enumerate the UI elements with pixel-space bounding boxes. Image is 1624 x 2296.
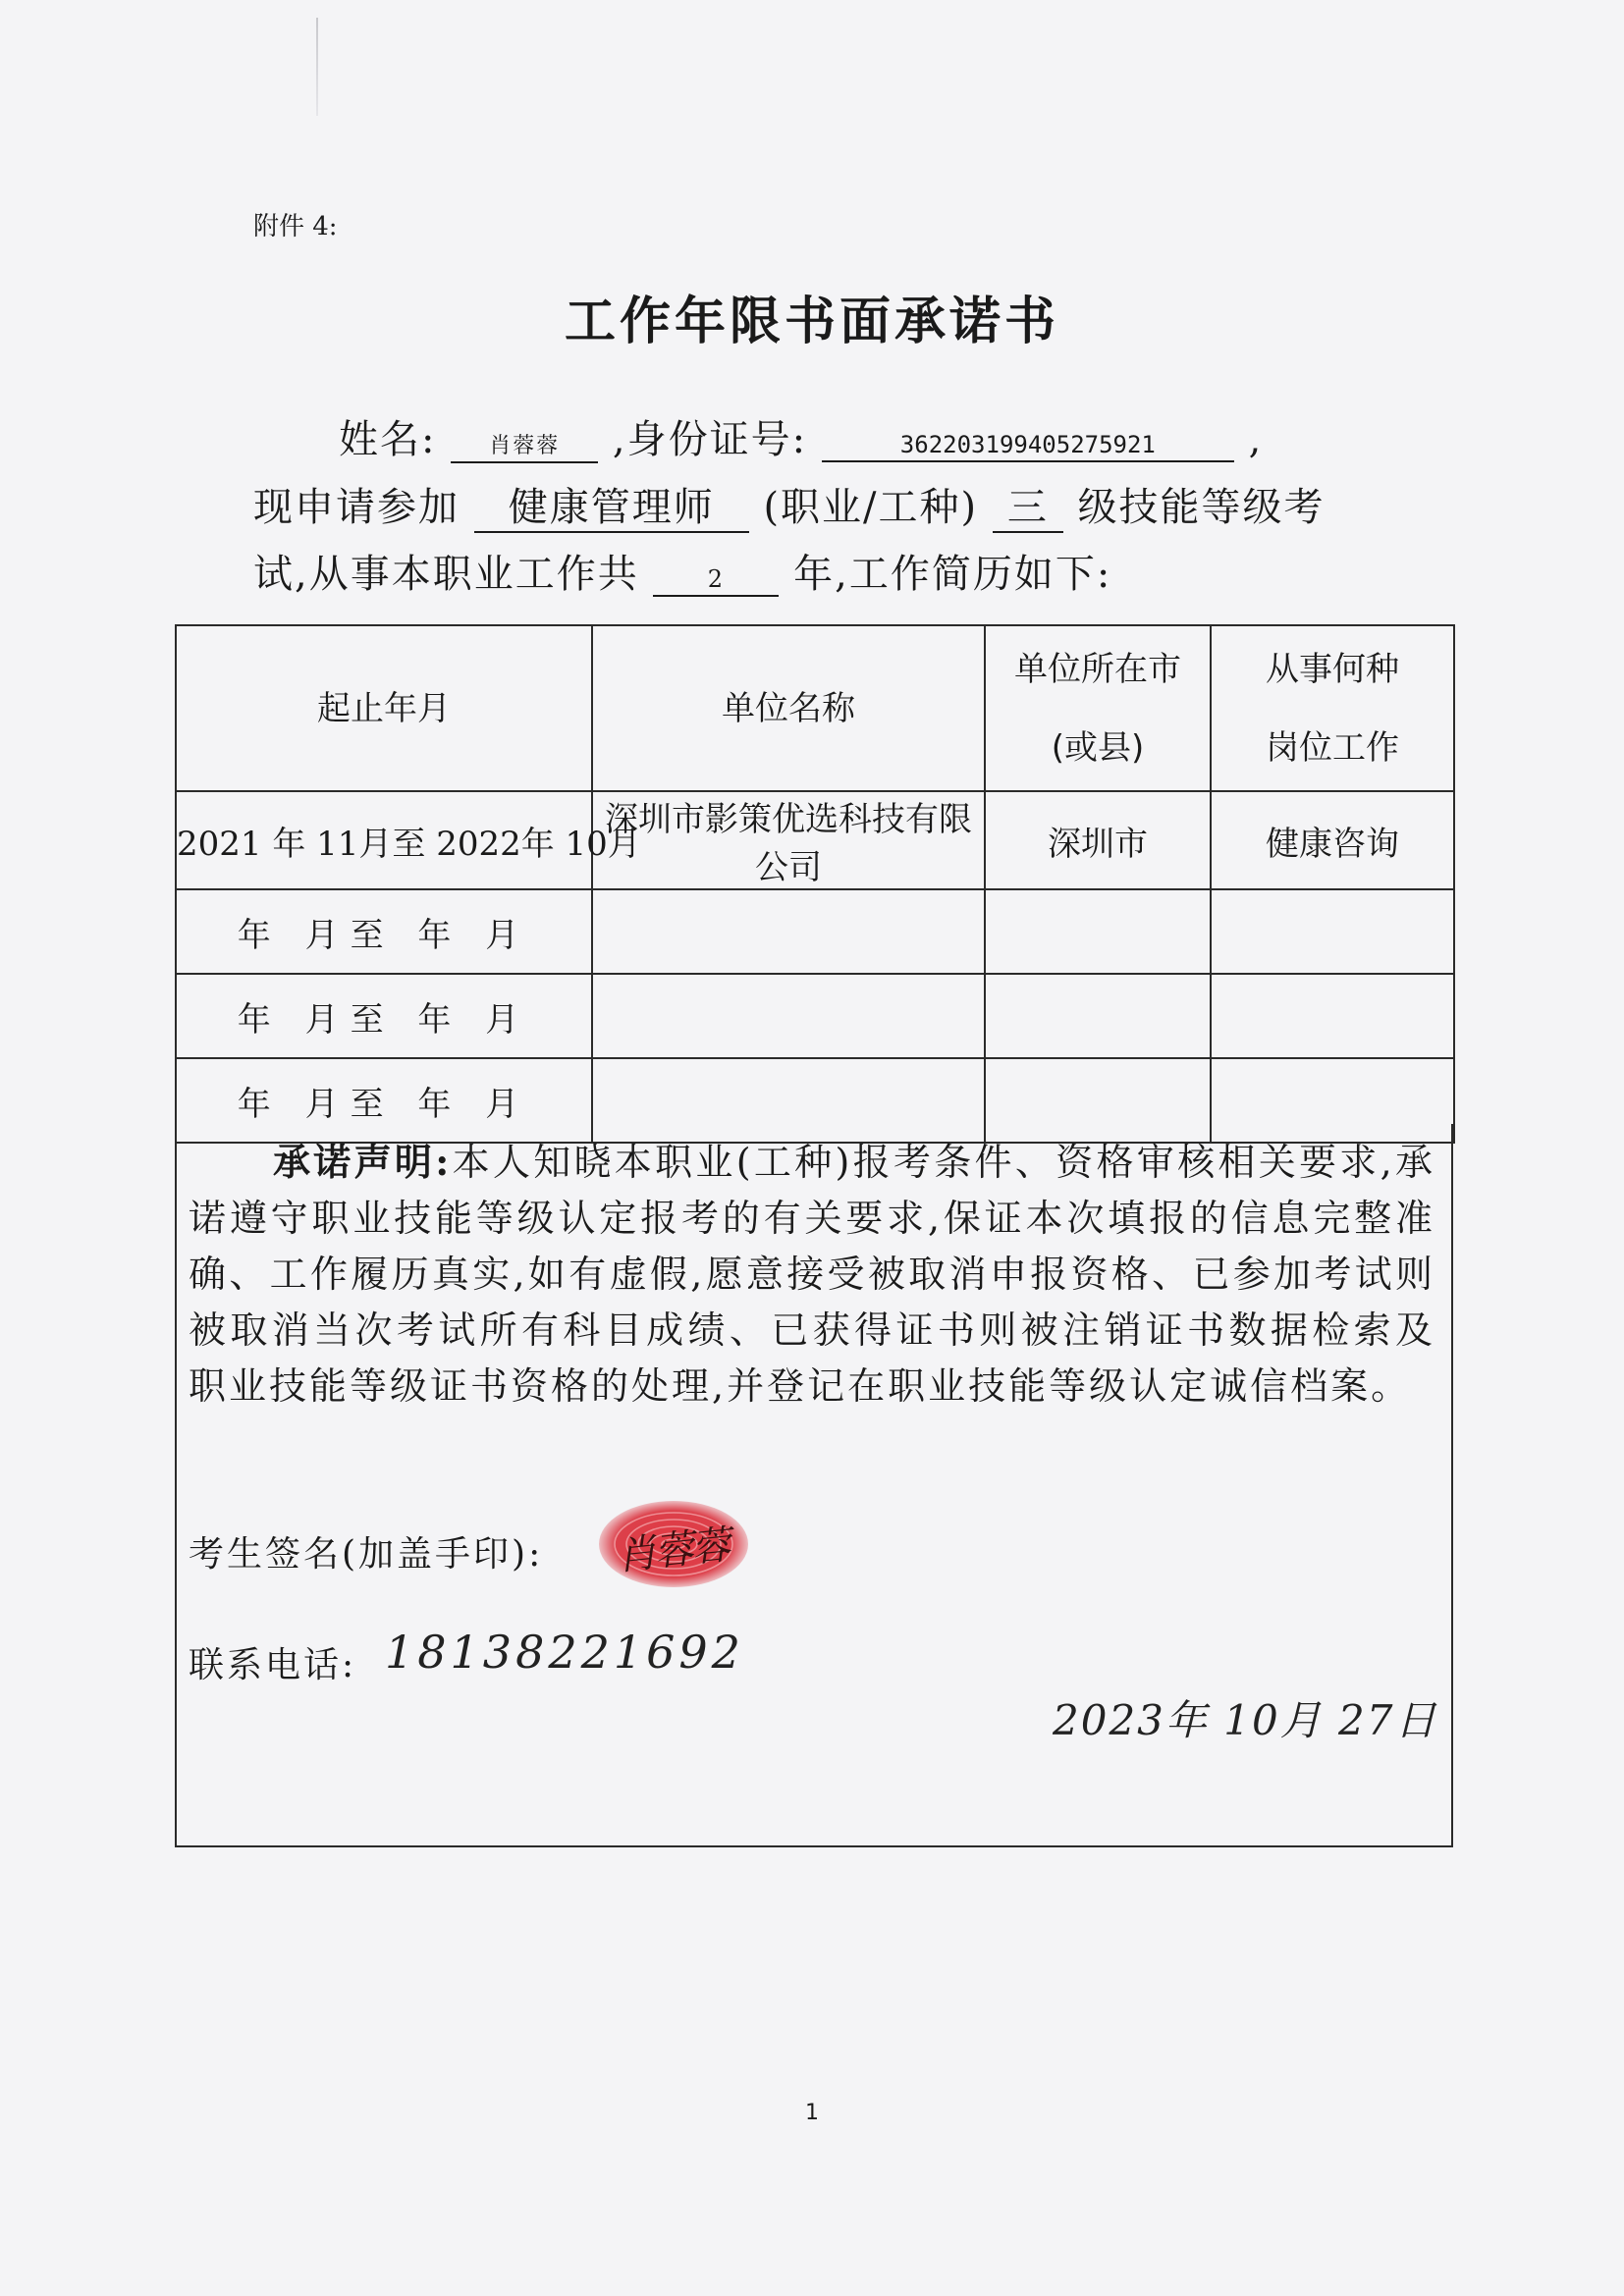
header-position-line2: 岗位工作 [1266,727,1399,768]
years-field[interactable]: 2 [653,567,779,597]
header-period: 起止年月 [176,625,592,791]
row-city[interactable] [985,974,1211,1058]
applicant-line-2 [253,485,1326,533]
row-period[interactable]: 年 月至 年 月 [176,974,592,1058]
header-city-line2: (或县) [1051,727,1145,768]
row-period[interactable]: 2021 年 11月至 2022年 10月 [176,791,592,889]
row-position[interactable]: 健康咨询 [1211,791,1454,889]
header-city-line1: 单位所在市 [1014,649,1181,689]
applicant-line-3 [253,552,1112,597]
scan-artifact [316,18,318,116]
id-suffix: , [1248,417,1264,462]
occupation-field[interactable]: 健康管理师 [474,488,749,533]
row-company[interactable] [592,889,985,974]
pledge-body: 本人知晓本职业(工种)报考条件、资格审核相关要求,承诺遵守职业技能等级认定报考的有关要求,保证本次填报的信息完整准确、工作履历真实,如有虚假,愿意接受被取消申报资格、已参加考试则被取消当次考试所有科目成绩、已获得证书则被注销证书数据检索及职业技能等级证书资格的处理,并登记在职业技能等级认定诚信档案。 [189,1141,1436,1408]
row-city[interactable] [985,889,1211,974]
id-label: ,身份证号: [612,417,808,462]
years-suffix: 年,工作简历如下: [793,552,1112,597]
header-city [985,625,1211,791]
row-position[interactable] [1211,974,1454,1058]
table-row [176,889,1454,974]
document-title: 工作年限书面承诺书 [564,292,1059,351]
table-header-row [176,625,1454,791]
handwritten-signature: 肖蓉蓉 [615,1522,731,1579]
header-company: 单位名称 [592,625,985,791]
apply-prefix: 现申请参加 [253,485,460,530]
applicant-line-1 [339,417,1264,463]
table-row [176,791,1454,889]
level-field[interactable]: 三 [993,488,1063,533]
row-period[interactable]: 年 月至 年 月 [176,889,592,974]
header-position-line1: 从事何种 [1266,649,1399,689]
phone-label: 联系电话: [189,1645,357,1685]
pledge-statement [189,1134,1435,1415]
header-position [1211,625,1454,791]
sign-date: 2023年 10月 27日 [1053,1696,1438,1744]
table-row [176,974,1454,1058]
row-position[interactable] [1211,889,1454,974]
phone-value[interactable]: 18138221692 [385,1626,744,1679]
attachment-label: 附件 4: [253,212,338,241]
pledge-heading: 承诺声明: [273,1140,453,1184]
signature-label: 考生签名(加盖手印): [189,1534,544,1575]
row-company[interactable]: 深圳市影策优选科技有限公司 [592,791,985,889]
page-number: 1 [805,2101,819,2125]
row-period[interactable]: 年 月至 年 月 [176,1058,592,1143]
row-company[interactable] [592,974,985,1058]
work-history-table [175,624,1455,1144]
level-suffix: 级技能等级考 [1077,485,1326,530]
id-number-field[interactable]: 362203199405275921 [822,433,1234,462]
name-field[interactable]: 肖蓉蓉 [451,436,598,463]
years-prefix: 试,从事本职业工作共 [253,552,639,597]
occupation-suffix: (职业/工种) [763,485,979,530]
row-city[interactable]: 深圳市 [985,791,1211,889]
name-label: 姓名: [339,417,437,462]
